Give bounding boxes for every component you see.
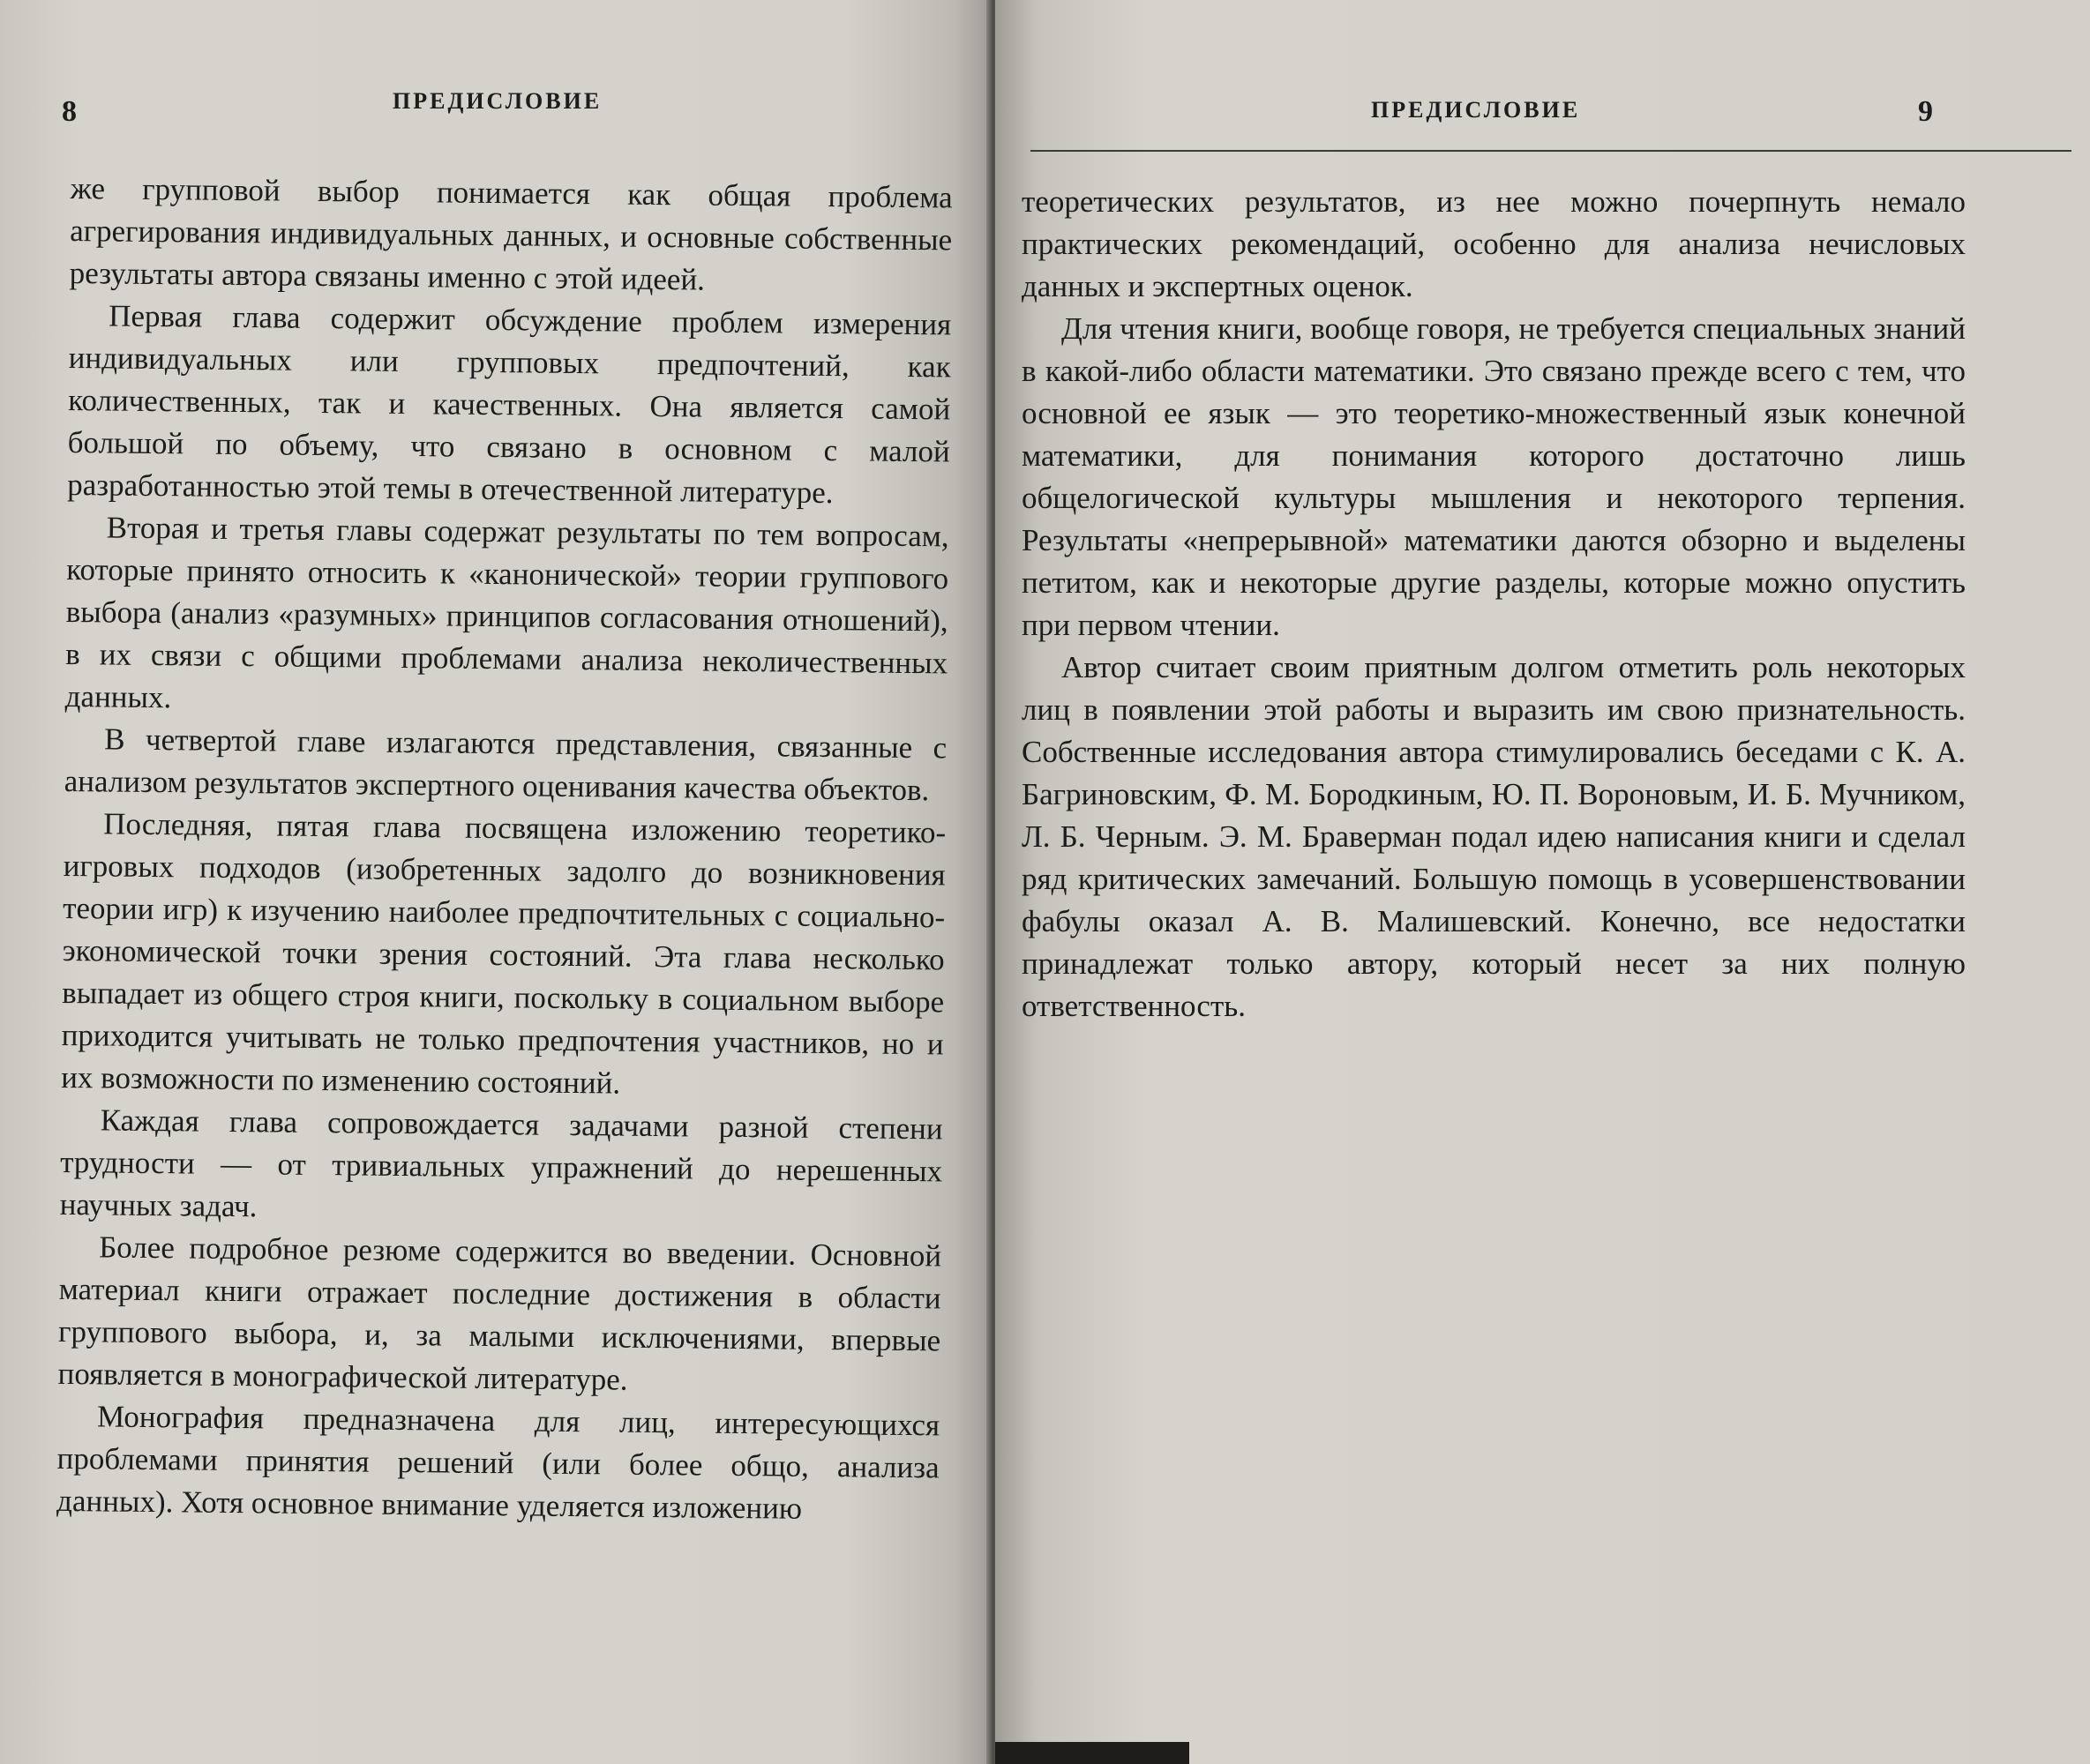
paragraph: Каждая глава сопровождается задачами разной степени трудности — от тривиальных упражнений до нерешенных научных задач. xyxy=(59,1102,943,1224)
paragraph: В четвертой главе излагаются представления, связанные с анализом результатов экспертного оценивания качества объектов. xyxy=(64,721,948,808)
paragraph: Последняя, пятая глава посвящена изложению теоретико-игровых подходов (изобретенных задолго до возникновения теории игр) к изучению наиболее предпочтительных с социально-экономической точки зрения состояний. Эта глава несколько выпадает из общего строя книги, поскольку в социальном выборе приходится учитывать не только предпочтения участников, но и их возможности по изменению состояний. xyxy=(60,806,947,1101)
paragraph: Вторая и третья главы содержат результаты по тем вопросам, которые принято относить к «канонической» теории группового выбора (анализ «разумных» принципов согласования отношений), в их связи с общими проблемами анализа неколичественных данных. xyxy=(64,510,949,715)
paragraph: Более подробное резюме содержится во введении. Основной материал книги отражает последние достижения в области группового выбора, и, за малыми исключениями, впервые появляется в монографической литературе. xyxy=(57,1230,942,1397)
page-body xyxy=(56,168,953,1531)
paragraph: Первая глава содержит обсуждение проблем измерения индивидуальных или групповых предпочтений, как количественных, так и качественных. Она является самой большой по объему, что связано в основном с малой разработанностью этой темы в отечественной литературе. xyxy=(67,298,952,511)
page-number: 8 xyxy=(62,95,77,128)
paragraph: Автор считает своим приятным долгом отметить роль некоторых лиц в появлении этой работы и выразить им свою признательность. Собственные исследования автора стимулировались беседами с К. А. Багриновским, Ф. М. Бородкиным, Ю. П. Вороновым, И. Б. Мучником, Л. Б. Черным. Э. М. Браверман подал идею написания книги и сделал ряд критических замечаний. Большую помощь в усовершенствовании фабулы оказал А. В. Малишевский. Конечно, все недостатки принадлежат только автору, который несет за них полную ответственность. xyxy=(1022,650,1966,1023)
paragraph: теоретических результатов, из нее можно почерпнуть немало практических рекомендаций, особенно для анализа нечисловых данных и экспертных оценок. xyxy=(1022,184,1966,303)
left-page xyxy=(0,0,993,1764)
page-number: 9 xyxy=(1918,95,1933,128)
running-head: ПРЕДИСЛОВИЕ xyxy=(1371,97,1581,123)
paragraph: же групповой выбор понимается как общая проблема агрегирования индивидуальных данных, и основные собственные результаты автора связаны именно с этой идеей. xyxy=(69,170,953,297)
running-head: ПРЕДИСЛОВИЕ xyxy=(393,88,603,114)
paragraph: Монография предназначена для лиц, интересующихся проблемами принятия решений (или более общо, анализа данных). Хотя основное внимание уделяется изложению xyxy=(56,1399,940,1526)
right-page xyxy=(995,0,2090,1764)
page-body xyxy=(1022,181,1966,1028)
page-edge-shadow xyxy=(995,1742,1189,1764)
paragraph: Для чтения книги, вообще говоря, не требуется специальных знаний в какой-либо области математики. Это связано прежде всего с тем, что основной ее язык — это теоретико-множественный язык конечной математики, для понимания которого достаточно лишь общелогической культуры мышления и некоторого терпения. Результаты «непрерывной» математики даются обзорно и выделены петитом, как и некоторые другие разделы, которые можно опустить при первом чтении. xyxy=(1022,311,1966,642)
header-rule xyxy=(1030,150,2071,152)
